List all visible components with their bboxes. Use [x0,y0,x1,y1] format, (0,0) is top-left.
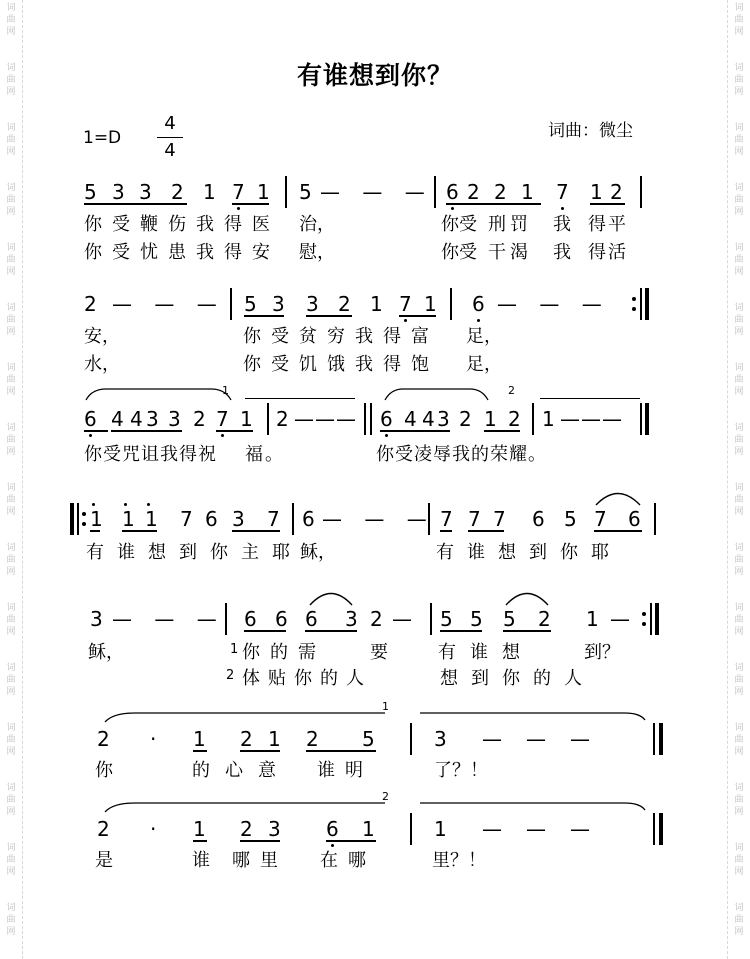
note: 1 [257,180,270,204]
lyric: 你 [95,760,113,781]
lyric: 体贴你的人 [242,668,372,689]
note: 1 [203,180,216,204]
watermark-text: 词 曲 网 [734,63,744,97]
underline [232,203,269,205]
underline [440,630,482,632]
lyric: 得活 [588,242,628,263]
note: 2 [494,180,507,204]
note: 3 [434,727,447,751]
watermark-text: 词 曲 网 [734,603,744,637]
note: 6 [532,507,545,531]
lyric: 水， [84,354,120,375]
barline [410,723,412,755]
time-signature-line [157,137,183,138]
dash-note: ——— [482,817,614,841]
slur [420,712,645,724]
note: 1 [370,292,383,316]
dash-note: — — — [112,607,225,631]
note: 5 [503,607,516,631]
repeat-dots [632,297,636,311]
underline [503,630,551,632]
barline [650,603,652,635]
watermark-text: 词 曲 网 [734,843,744,877]
watermark-text: 词 曲 网 [734,783,744,817]
lyric: 你受咒诅我得祝 [84,444,217,465]
lyric: 哪里 [232,850,288,871]
watermark-text: 词 曲 网 [6,303,16,337]
watermark-text: 词 曲 网 [6,483,16,517]
underline [326,840,376,842]
barline [370,403,372,435]
note: 3 [112,180,125,204]
note: 3 [268,817,281,841]
underline [306,750,376,752]
low-dot [385,434,388,437]
note: 6 [244,607,257,631]
note: 6 [302,507,315,531]
note: 6 [446,180,459,204]
end-repeat-barline [655,603,659,635]
note: 1 [122,507,135,531]
underline [216,430,253,432]
dash-note: — — — [112,292,225,316]
watermark-text: 词 曲 网 [6,363,16,397]
note: 5 [244,292,257,316]
barline [285,176,287,208]
slur [385,388,488,402]
note: 3 [90,607,103,631]
underline [404,430,450,432]
watermark-text: 词 曲 网 [6,423,16,457]
lyric: 安， [84,326,120,347]
barline [640,403,642,435]
underline [305,630,357,632]
barline [653,813,655,845]
note: 6 [326,817,339,841]
note: 2 [610,180,623,204]
underline [440,530,452,532]
lyric: 了？！ [434,760,488,781]
underline [84,430,108,432]
lyric: 你受贫穷我得富 [243,326,439,347]
tie [506,590,548,606]
note: 7 [180,507,193,531]
lyric: 谁明 [317,760,373,781]
note: 2 [84,292,97,316]
watermark-text: 词 曲 网 [6,723,16,757]
watermark-text: 词 曲 网 [6,543,16,577]
barline [640,176,642,208]
dash-note: — — — [497,292,610,316]
song-title: 有谁想到你？ [296,61,453,90]
note: 1 [484,407,497,431]
high-dot [124,503,127,506]
repeat-dots [642,612,646,626]
lyric: 的心意 [192,760,291,781]
note: 2 [508,407,521,431]
note: 5 [440,607,453,631]
lyric: 到？ [584,642,620,663]
note: 6 [380,407,393,431]
watermark-text: 词 曲 网 [734,303,744,337]
underline [232,530,280,532]
note: 3 [232,507,245,531]
watermark-text: 词 曲 网 [734,3,744,37]
author-credit: 词曲：微尘 [548,121,633,141]
note: 4 [404,407,417,431]
dash-note: ——— [294,407,357,431]
barline [267,403,269,435]
lyric: 你的需 [242,642,326,663]
final-barline [659,813,663,845]
dash-note: — — — [320,180,433,204]
end-repeat-barline [645,288,649,320]
lyric: 有谁想到你耶 [436,542,622,563]
slur [86,388,231,402]
watermark-text: 词 曲 网 [734,483,744,517]
watermark-text: 词 曲 网 [6,183,16,217]
high-dot [147,503,150,506]
lyric: 里？！ [432,850,486,871]
note: 2 [467,180,480,204]
slur [105,802,385,814]
final-barline [645,403,649,435]
lyric: 你受 [441,214,477,235]
right-watermark-strip [727,0,750,959]
note: 2 [240,727,253,751]
lyric: 足， [466,326,502,347]
lyric: 你受鞭伤我得医 [84,214,280,235]
note: 1 [542,407,555,431]
barline [292,503,294,535]
note: 5 [299,180,312,204]
barline [654,503,656,535]
note: 2 [338,292,351,316]
note: 1 [90,507,103,531]
time-signature-top: 4 [164,113,176,134]
watermark-text: 词 曲 网 [6,663,16,697]
watermark-text: 词 曲 网 [6,3,16,37]
note: 1 [362,817,375,841]
note: 1 [193,727,206,751]
lyric: 得平 [588,214,628,235]
low-dot [221,434,224,437]
note: 3 [306,292,319,316]
note: 3 [168,407,181,431]
note: 4 [111,407,124,431]
lyric: 你受凌辱我的荣耀。 [376,444,547,465]
note: 2 [276,407,289,431]
barline [430,603,432,635]
underline [111,430,182,432]
note: 3 [345,607,358,631]
volta-line [540,398,640,399]
note: 1 [586,607,599,631]
underline [446,203,541,205]
key-signature: 1=D [83,128,122,148]
note: 5 [362,727,375,751]
note: — [610,607,630,631]
volta-line [245,398,355,399]
lyric: 刑罚 [488,214,532,235]
note: 1 [240,407,253,431]
note: 7 [594,507,607,531]
barline [450,288,452,320]
underline [122,530,157,532]
note: 6 [275,607,288,631]
verse-number: 1 [230,642,239,657]
note: 1 [590,180,603,204]
note: 6 [472,292,485,316]
lyric: 稣， [88,642,124,663]
note: 6 [305,607,318,631]
lyric: 稣， [300,542,336,563]
volta-number: 1 [382,700,389,713]
note: · [150,817,157,841]
note: 3 [139,180,152,204]
note: 4 [422,407,435,431]
high-dot [92,503,95,506]
watermark-text: 词 曲 网 [734,663,744,697]
note: 4 [130,407,143,431]
barline [640,288,642,320]
dash-note: ——— [482,727,614,751]
note: 1 [521,180,534,204]
dash-note: ——— [560,407,623,431]
lyric: 有谁想 [438,642,534,663]
watermark-text: 词 曲 网 [734,543,744,577]
volta-number: 1 [222,384,229,397]
barline [532,403,534,435]
note: 2 [97,817,110,841]
note: 6 [628,507,641,531]
note: 5 [564,507,577,531]
underline [468,530,504,532]
lyric: 你受 [441,242,477,263]
barline [410,813,412,845]
lyric: 我 [553,214,571,235]
underline [84,203,187,205]
note: 2 [538,607,551,631]
low-dot [89,434,92,437]
note: 7 [216,407,229,431]
watermark-text: 词 曲 网 [6,783,16,817]
note: 2 [240,817,253,841]
underline [90,530,100,532]
lyric: 想到你的人 [440,668,595,689]
barline [428,503,430,535]
lyric: 足， [466,354,502,375]
note: 1 [424,292,437,316]
note: 7 [267,507,280,531]
lyric: 你受忧患我得安 [84,242,280,263]
watermark-text: 词 曲 网 [734,183,744,217]
watermark-text: 词 曲 网 [734,363,744,397]
note: 1 [268,727,281,751]
note: 2 [97,727,110,751]
verse-number: 2 [226,668,235,683]
note: 2 [171,180,184,204]
underline [240,840,280,842]
note: — [392,607,412,631]
note: 2 [306,727,319,751]
note: 7 [468,507,481,531]
note: 6 [84,407,97,431]
repeat-dots [82,512,86,526]
note: 2 [193,407,206,431]
underline [193,750,207,752]
watermark-text: 词 曲 网 [734,723,744,757]
watermark-text: 词 曲 网 [734,123,744,157]
lyric: 谁 [192,850,210,871]
lyric: 慰， [299,242,335,263]
watermark-text: 词 曲 网 [6,243,16,277]
lyric: 干渴 [488,242,532,263]
underline [594,530,642,532]
note: 1 [145,507,158,531]
note: 6 [205,507,218,531]
barline [653,723,655,755]
note: 7 [232,180,245,204]
barline [225,603,227,635]
note: 7 [399,292,412,316]
note: 5 [470,607,483,631]
lyric: 有谁想到你主耶 [86,542,303,563]
barline [77,503,79,535]
note: 3 [272,292,285,316]
lyric: 我 [553,242,571,263]
underline [380,430,404,432]
underline [306,315,352,317]
underline [590,203,625,205]
note: 1 [193,817,206,841]
volta-number: 2 [508,384,515,397]
lyric: 福。 [245,444,285,465]
note: 1 [434,817,447,841]
lyric: 治， [299,214,335,235]
note: 5 [84,180,97,204]
left-watermark-strip [0,0,23,959]
watermark-text: 词 曲 网 [734,243,744,277]
note: 7 [556,180,569,204]
lyric: 在哪 [320,850,376,871]
barline [364,403,366,435]
note: 2 [370,607,383,631]
note: 3 [146,407,159,431]
watermark-text: 词 曲 网 [6,63,16,97]
slur [420,802,645,814]
note: 7 [440,507,453,531]
note: 3 [437,407,450,431]
time-signature-bottom: 4 [164,140,176,161]
underline [484,430,520,432]
lyric: 你受饥饿我得饱 [243,354,439,375]
tie [596,490,640,506]
underline [244,315,284,317]
tie [310,590,352,606]
volta-number: 2 [382,790,389,803]
note: · [150,727,157,751]
underline [399,315,436,317]
underline [193,840,207,842]
final-barline [659,723,663,755]
watermark-text: 词 曲 网 [6,903,16,937]
watermark-text: 词 曲 网 [6,603,16,637]
watermark-text: 词 曲 网 [734,903,744,937]
start-repeat-barline [70,503,74,535]
watermark-text: 词 曲 网 [6,123,16,157]
watermark-text: 词 曲 网 [6,843,16,877]
watermark-text: 词 曲 网 [734,423,744,457]
underline [240,750,280,752]
barline [230,288,232,320]
underline [244,630,286,632]
note: 2 [459,407,472,431]
dash-note: — — — [322,507,435,531]
barline [434,176,436,208]
note: 7 [493,507,506,531]
slur [105,712,385,724]
lyric: 要 [370,642,388,663]
lyric: 是 [95,850,113,871]
